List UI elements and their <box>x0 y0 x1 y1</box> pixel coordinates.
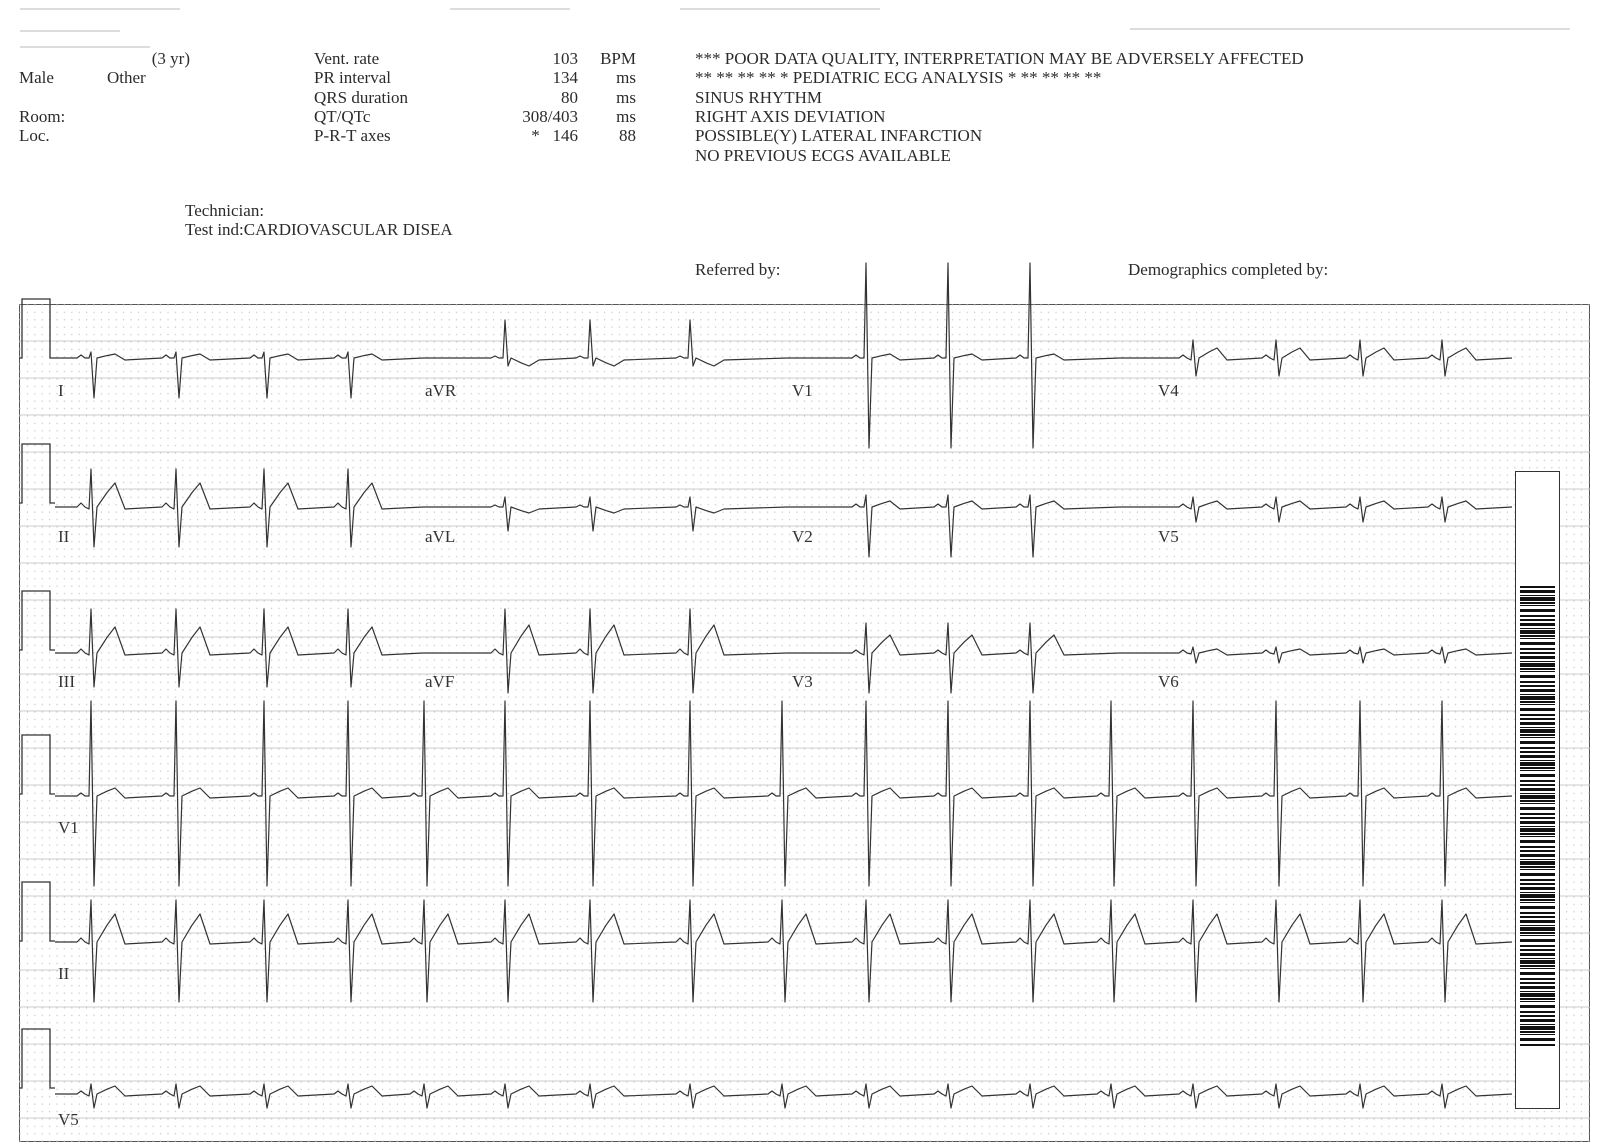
barcode <box>1520 586 1555 1050</box>
barcode-bar <box>1520 906 1555 909</box>
room-label: Room: <box>19 107 66 126</box>
barcode-bar <box>1520 1005 1555 1008</box>
barcode-bar <box>1520 803 1555 804</box>
barcode-bar <box>1520 675 1555 678</box>
barcode-bar <box>1520 850 1555 852</box>
barcode-bar <box>1520 968 1555 969</box>
barcode-bar <box>1520 774 1555 777</box>
barcode-bar <box>1520 605 1555 606</box>
measure-unit: BPM <box>600 49 636 68</box>
barcode-bar <box>1520 760 1555 761</box>
barcode-bar <box>1520 642 1555 645</box>
barcode-bar <box>1520 920 1555 923</box>
loc-label: Loc. <box>19 126 50 145</box>
lead-label-III: III <box>58 672 75 691</box>
barcode-bar <box>1520 708 1555 711</box>
measure-label: PR interval <box>314 68 391 87</box>
barcode-bar <box>1520 1001 1555 1002</box>
barcode-bar <box>1520 846 1555 848</box>
measure-unit: ms <box>616 107 636 126</box>
barcode-bar <box>1520 788 1555 791</box>
barcode-bar <box>1520 1044 1555 1046</box>
barcode-bar <box>1520 615 1555 617</box>
barcode-bar <box>1520 894 1555 898</box>
interpretation-line: ** ** ** ** * PEDIATRIC ECG ANALYSIS * ** ** ** ** <box>695 68 1102 87</box>
lead-label-II: II <box>58 527 70 546</box>
barcode-bar <box>1520 663 1555 667</box>
barcode-bar <box>1520 751 1555 753</box>
barcode-bar <box>1520 1038 1555 1041</box>
barcode-bar <box>1520 770 1555 771</box>
barcode-bar <box>1520 902 1555 903</box>
barcode-bar <box>1520 949 1555 951</box>
barcode-bar <box>1520 747 1555 749</box>
rhythm-label-II: II <box>58 964 70 983</box>
barcode-bar <box>1520 869 1555 870</box>
barcode-bar <box>1520 873 1555 876</box>
barcode-bar <box>1520 993 1555 997</box>
barcode-bar <box>1520 965 1555 967</box>
measure-unit: ms <box>616 88 636 107</box>
barcode-bar <box>1520 656 1555 659</box>
lead-label-I: I <box>58 381 64 400</box>
interpretation-line: RIGHT AXIS DEVIATION <box>695 107 886 126</box>
barcode-bar <box>1520 932 1555 934</box>
interpretation-line: NO PREVIOUS ECGS AVAILABLE <box>695 146 951 165</box>
measure-unit: ms <box>616 68 636 87</box>
barcode-bar <box>1520 836 1555 837</box>
interpretation-line: *** POOR DATA QUALITY, INTERPRETATION MAY BE ADVERSELY AFFECTED <box>695 49 1304 68</box>
barcode-bar <box>1520 925 1555 926</box>
barcode-bar <box>1520 762 1555 766</box>
barcode-bar <box>1520 945 1555 947</box>
barcode-bar <box>1520 734 1555 736</box>
patient-sex: Male <box>19 68 54 87</box>
barcode-bar <box>1520 628 1555 629</box>
barcode-bar <box>1520 916 1555 918</box>
lead-label-V2: V2 <box>792 527 813 546</box>
barcode-bar <box>1520 784 1555 786</box>
lead-label-V5: V5 <box>1158 527 1179 546</box>
barcode-bar <box>1520 671 1555 672</box>
barcode-bar <box>1520 840 1555 843</box>
measure-value: 103 <box>552 49 578 68</box>
barcode-bar <box>1520 704 1555 705</box>
barcode-bar <box>1520 623 1555 626</box>
barcode-bar <box>1520 722 1555 725</box>
barcode-bar <box>1520 861 1555 865</box>
barcode-bar <box>1520 1019 1555 1022</box>
barcode-bar <box>1520 953 1555 956</box>
barcode-bar <box>1520 602 1555 604</box>
barcode-bar <box>1520 780 1555 782</box>
barcode-bar <box>1520 813 1555 815</box>
measure-value: 308/403 <box>522 107 578 126</box>
barcode-bar <box>1520 972 1555 975</box>
lead-label-V1: V1 <box>792 381 813 400</box>
interpretation-line: SINUS RHYTHM <box>695 88 823 107</box>
barcode-bar <box>1520 590 1555 593</box>
barcode-bar <box>1520 755 1555 758</box>
barcode-bar <box>1520 982 1555 984</box>
barcode-bar <box>1520 648 1555 650</box>
barcode-bar <box>1520 807 1555 810</box>
barcode-bar <box>1520 652 1555 654</box>
lead-label-V6: V6 <box>1158 672 1179 691</box>
barcode-bar <box>1520 800 1555 802</box>
barcode-bar <box>1520 899 1555 901</box>
measure-value: * 146 <box>531 126 578 145</box>
barcode-bar <box>1520 619 1555 621</box>
lead-label-aVL: aVL <box>425 527 456 546</box>
barcode-bar <box>1520 978 1555 980</box>
barcode-bar <box>1520 960 1555 964</box>
barcode-bar <box>1520 635 1555 637</box>
barcode-bar <box>1520 597 1555 601</box>
barcode-bar <box>1520 927 1555 931</box>
barcode-bar <box>1520 668 1555 670</box>
barcode-bar <box>1520 1026 1555 1030</box>
lead-label-aVF: aVF <box>425 672 455 691</box>
barcode-bar <box>1520 685 1555 687</box>
measure-label: QT/QTc <box>314 107 371 126</box>
barcode-bar <box>1520 833 1555 835</box>
barcode-bar <box>1520 609 1555 612</box>
demographics-label: Demographics completed by: <box>1128 260 1329 279</box>
barcode-bar <box>1520 939 1555 942</box>
measure-label: P-R-T axes <box>314 126 391 145</box>
measure-unit: 88 <box>619 126 636 145</box>
measure-value: 80 <box>561 88 578 107</box>
lead-label-V4: V4 <box>1158 381 1179 400</box>
barcode-bar <box>1520 1031 1555 1033</box>
barcode-bar <box>1520 1015 1555 1017</box>
measure-value: 134 <box>552 68 578 87</box>
measure-label: QRS duration <box>314 88 408 107</box>
barcode-bar <box>1520 795 1555 799</box>
test-indication: Test ind:CARDIOVASCULAR DISEA <box>185 220 453 239</box>
barcode-bar <box>1520 681 1555 683</box>
barcode-bar <box>1520 630 1555 634</box>
barcode-bar <box>1520 1024 1555 1025</box>
barcode-bar <box>1520 1034 1555 1035</box>
barcode-bar <box>1520 729 1555 733</box>
referred-by-label: Referred by: <box>695 260 781 279</box>
barcode-bar <box>1520 737 1555 738</box>
patient-race: Other <box>107 68 146 87</box>
barcode-bar <box>1520 887 1555 890</box>
rhythm-label-V1: V1 <box>58 818 79 837</box>
barcode-panel <box>1515 471 1560 1109</box>
barcode-bar <box>1520 817 1555 819</box>
barcode-bar <box>1520 892 1555 893</box>
barcode-bar <box>1520 727 1555 728</box>
barcode-bar <box>1520 854 1555 857</box>
measure-label: Vent. rate <box>314 49 380 68</box>
barcode-bar <box>1520 696 1555 700</box>
barcode-bar <box>1520 689 1555 692</box>
lead-label-aVR: aVR <box>425 381 457 400</box>
patient-age: (3 yr) <box>151 49 190 68</box>
technician-label: Technician: <box>185 201 265 220</box>
barcode-bar <box>1520 1011 1555 1013</box>
barcode-bar <box>1520 986 1555 989</box>
barcode-bar <box>1520 586 1555 588</box>
barcode-bar <box>1520 879 1555 881</box>
barcode-bar <box>1520 998 1555 1000</box>
barcode-bar <box>1520 883 1555 885</box>
barcode-bar <box>1520 595 1555 596</box>
barcode-bar <box>1520 912 1555 914</box>
barcode-bar <box>1520 741 1555 744</box>
lead-label-V3: V3 <box>792 672 813 691</box>
barcode-bar <box>1520 661 1555 662</box>
interpretation-line: POSSIBLE(Y) LATERAL INFARCTION <box>695 126 983 145</box>
barcode-bar <box>1520 821 1555 824</box>
barcode-bar <box>1520 714 1555 716</box>
barcode-bar <box>1520 718 1555 720</box>
barcode-bar <box>1520 935 1555 936</box>
barcode-bar <box>1520 859 1555 860</box>
barcode-bar <box>1520 694 1555 695</box>
barcode-bar <box>1520 767 1555 769</box>
barcode-bar <box>1520 828 1555 832</box>
barcode-bar <box>1520 793 1555 794</box>
barcode-bar <box>1520 958 1555 959</box>
barcode-bar <box>1520 826 1555 827</box>
barcode-bar <box>1520 638 1555 639</box>
barcode-bar <box>1520 866 1555 868</box>
ecg-grid-dots <box>19 304 1590 1142</box>
barcode-bar <box>1520 701 1555 703</box>
barcode-bar <box>1520 991 1555 992</box>
rhythm-label-V5: V5 <box>58 1110 79 1129</box>
